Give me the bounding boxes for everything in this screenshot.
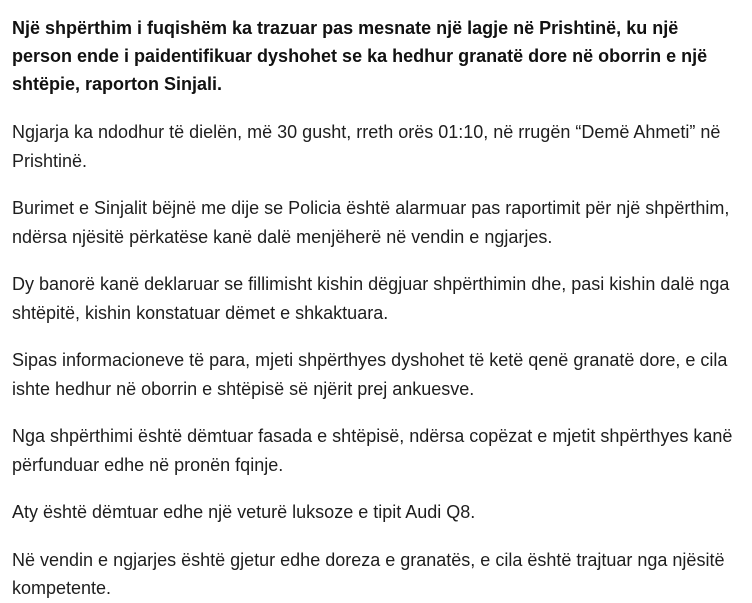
article-paragraph-1: Ngjarja ka ndodhur të dielën, më 30 gusht, rreth orës 01:10, në rrugën “Demë Ahmeti” në Prishtinë. bbox=[12, 122, 721, 171]
article-paragraph-2: Burimet e Sinjalit bëjnë me dije se Policia është alarmuar pas raportimit për një shpërthim, ndërsa njësitë përkatëse kanë dalë menjëherë në vendin e ngjarjes. bbox=[12, 198, 730, 247]
article-paragraph-3: Dy banorë kanë deklaruar se fillimisht kishin dëgjuar shpërthimin dhe, pasi kishin dalë nga shtëpitë, kishin konstatuar dëmet e shkaktuara. bbox=[12, 274, 730, 323]
article-paragraph-7: Në vendin e ngjarjes është gjetur edhe doreza e granatës, e cila është trajtuar nga njësitë kompetente. bbox=[12, 549, 725, 598]
article-paragraph-5: Nga shpërthimi është dëmtuar fasada e shtëpisë, ndërsa copëzat e mjetit shpërthyes kanë përfunduar edhe në pronën fqinje. bbox=[12, 426, 733, 475]
article-paragraph-6: Aty është dëmtuar edhe një veturë luksoze e tipit Audi Q8. bbox=[12, 502, 476, 522]
article-paragraph-4: Sipas informacioneve të para, mjeti shpërthyes dyshohet të ketë qenë granatë dore, e cila ishte hedhur në oborrin e shtëpisë së njërit prej ankuesve. bbox=[12, 350, 728, 399]
article-lead: Një shpërthim i fuqishëm ka trazuar pas mesnate një lagje në Prishtinë, ku një person ende i paidentifikuar dyshohet se ka hedhur granatë dore në oborrin e një shtëpie, raporton Sinjali. bbox=[12, 18, 708, 94]
